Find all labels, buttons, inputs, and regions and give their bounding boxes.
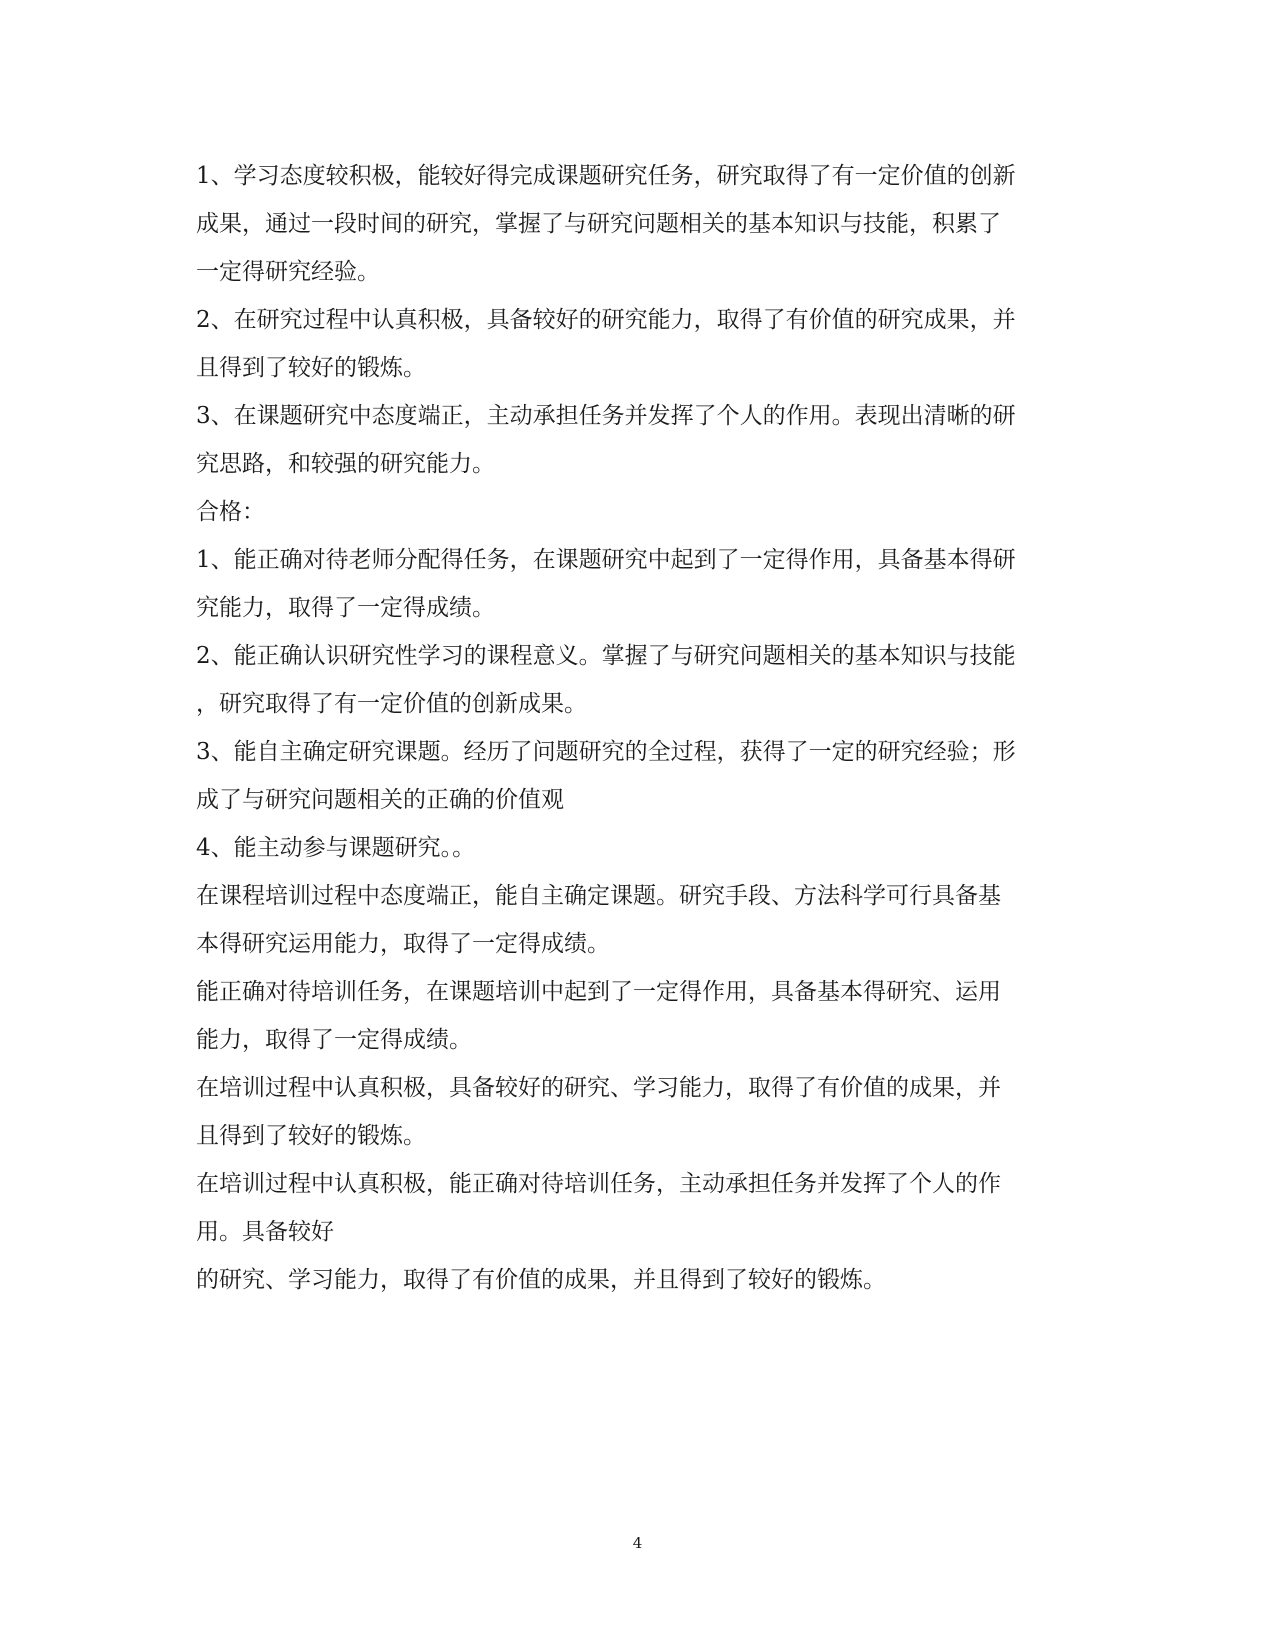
text-line: 的研究、学习能力，取得了有价值的成果，并且得到了较好的锻炼。 bbox=[196, 1267, 886, 1293]
text-line: 能正确对待培训任务，在课题培训中起到了一定得作用，具备基本得研究、运用 bbox=[196, 979, 1001, 1005]
text-line: ，研究取得了有一定价值的创新成果。 bbox=[196, 691, 587, 717]
text-line: 一定得研究经验。 bbox=[196, 259, 380, 285]
text-line: 究思路，和较强的研究能力。 bbox=[196, 451, 495, 477]
text-line: 1、学习态度较积极，能较好得完成课题研究任务，研究取得了有一定价值的创新 bbox=[196, 163, 1016, 189]
text-line: 成了与研究问题相关的正确的价值观 bbox=[196, 787, 564, 813]
text-line: 1、能正确对待老师分配得任务，在课题研究中起到了一定得作用，具备基本得研 bbox=[196, 547, 1016, 573]
text-line: 在课程培训过程中态度端正，能自主确定课题。研究手段、方法科学可行具备基 bbox=[196, 883, 1001, 909]
text-line: 究能力，取得了一定得成绩。 bbox=[196, 595, 495, 621]
text-line: 能力，取得了一定得成绩。 bbox=[196, 1027, 472, 1053]
text-line: 4、能主动参与课题研究。。 bbox=[196, 835, 476, 861]
section-heading: 合格： bbox=[196, 499, 265, 525]
text-line: 且得到了较好的锻炼。 bbox=[196, 1123, 426, 1149]
text-line: 2、在研究过程中认真积极，具备较好的研究能力，取得了有价值的研究成果，并 bbox=[196, 307, 1016, 333]
page-number: 4 bbox=[632, 1534, 643, 1552]
text-line: 且得到了较好的锻炼。 bbox=[196, 355, 426, 381]
text-line: 3、能自主确定研究课题。经历了问题研究的全过程，获得了一定的研究经验；形 bbox=[196, 739, 1016, 765]
text-line: 成果，通过一段时间的研究，掌握了与研究问题相关的基本知识与技能，积累了 bbox=[196, 211, 1001, 237]
text-line: 3、在课题研究中态度端正，主动承担任务并发挥了个人的作用。表现出清晰的研 bbox=[196, 403, 1016, 429]
text-line: 用。具备较好 bbox=[196, 1219, 334, 1245]
document-body bbox=[196, 152, 1086, 1304]
text-line: 在培训过程中认真积极，能正确对待培训任务，主动承担任务并发挥了个人的作 bbox=[196, 1171, 1001, 1197]
text-line: 本得研究运用能力，取得了一定得成绩。 bbox=[196, 931, 610, 957]
text-line: 2、能正确认识研究性学习的课程意义。掌握了与研究问题相关的基本知识与技能 bbox=[196, 643, 1016, 669]
text-line: 在培训过程中认真积极，具备较好的研究、学习能力，取得了有价值的成果，并 bbox=[196, 1075, 1001, 1101]
